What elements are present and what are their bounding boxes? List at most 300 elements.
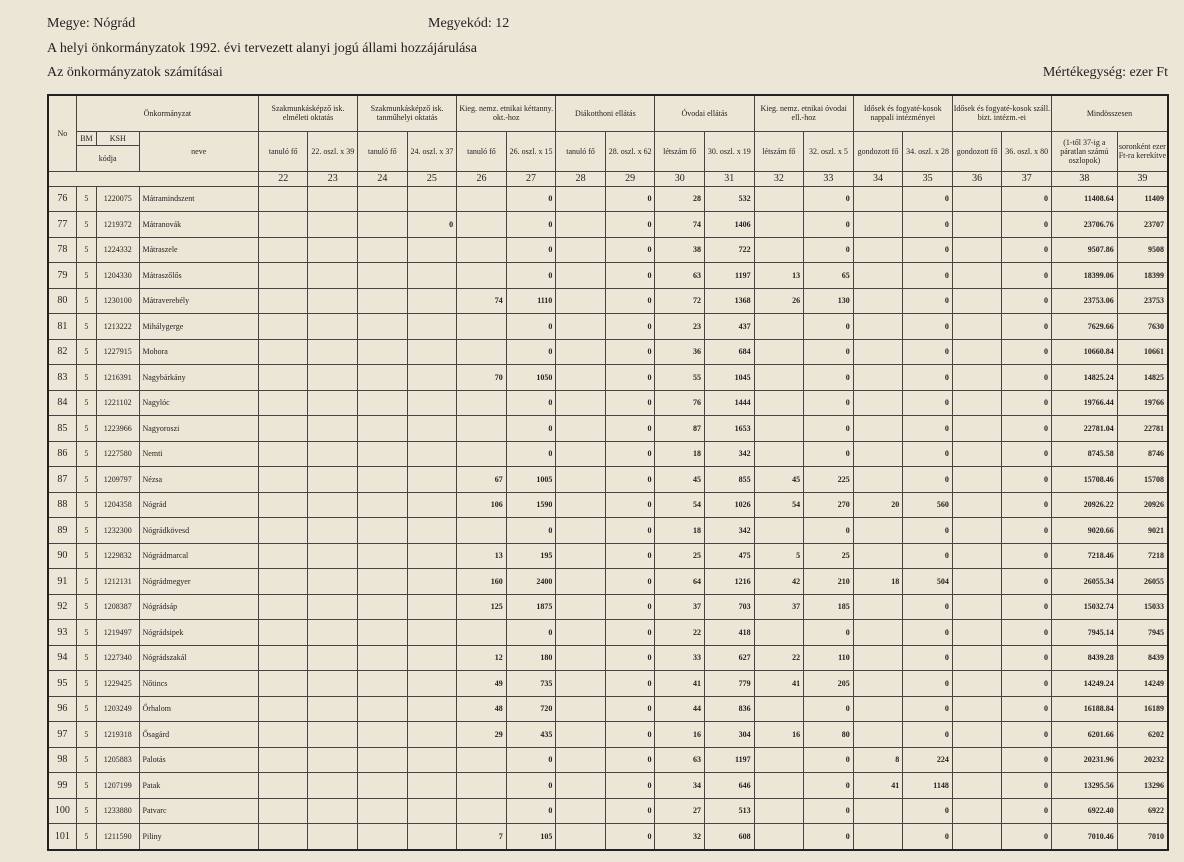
value-cell <box>952 492 1002 518</box>
municipality-name: Nógrádszakál <box>139 645 258 671</box>
value-cell: 23706.76 <box>1051 212 1117 238</box>
value-cell <box>308 441 358 467</box>
value-cell: 14825.24 <box>1051 365 1117 391</box>
value-cell <box>358 824 408 850</box>
value-cell: 0 <box>1002 416 1052 442</box>
ksh-code: 1224332 <box>97 237 139 263</box>
value-cell: 23707 <box>1117 212 1168 238</box>
group-header: Szakmunkásképző isk. tanműhelyi oktatás <box>358 95 457 131</box>
value-cell <box>308 645 358 671</box>
municipality-name: Mátraverebély <box>139 288 258 314</box>
value-cell <box>556 263 606 289</box>
contribution-table <box>47 94 1169 851</box>
value-cell <box>952 798 1002 824</box>
value-cell: 0 <box>804 773 854 799</box>
row-number: 99 <box>48 773 76 799</box>
ksh-code: 1209797 <box>97 467 139 493</box>
ksh-code: 1207199 <box>97 773 139 799</box>
ksh-code: 1219372 <box>97 212 139 238</box>
value-cell <box>407 416 457 442</box>
value-cell: 0 <box>903 620 953 646</box>
value-cell: 22781.04 <box>1051 416 1117 442</box>
value-cell: 13 <box>754 263 804 289</box>
value-cell: 1216 <box>705 569 755 595</box>
value-cell: 22781 <box>1117 416 1168 442</box>
county-label: Megye: Nógrád <box>47 16 136 31</box>
row-number: 94 <box>48 645 76 671</box>
municipality-name: Nógrád <box>139 492 258 518</box>
bm-code: 5 <box>76 747 96 773</box>
value-cell <box>952 543 1002 569</box>
bm-code: 5 <box>76 263 96 289</box>
row-number: 83 <box>48 365 76 391</box>
value-cell <box>853 288 903 314</box>
value-cell <box>853 416 903 442</box>
value-cell: 0 <box>605 518 655 544</box>
value-cell <box>258 798 308 824</box>
value-cell <box>952 390 1002 416</box>
bm-code: 5 <box>76 696 96 722</box>
value-cell <box>952 441 1002 467</box>
value-cell: 48 <box>457 696 507 722</box>
sub-header: soronként ezer Ft-ra kerekítve <box>1117 131 1168 171</box>
col-no-header: No <box>48 95 76 171</box>
municipality-name: Nógrádkövesd <box>139 518 258 544</box>
value-cell <box>952 747 1002 773</box>
value-cell <box>952 288 1002 314</box>
value-cell: 8746 <box>1117 441 1168 467</box>
value-cell: 0 <box>804 212 854 238</box>
value-cell <box>853 237 903 263</box>
value-cell: 0 <box>1002 288 1052 314</box>
sub-header: 30. oszl. x 19 <box>705 131 755 171</box>
municipality-name: Mátramindszent <box>139 186 258 212</box>
value-cell: 8 <box>853 747 903 773</box>
value-cell <box>853 314 903 340</box>
ksh-code: 1219318 <box>97 722 139 748</box>
value-cell <box>258 492 308 518</box>
value-cell: 0 <box>605 543 655 569</box>
value-cell <box>308 314 358 340</box>
value-cell <box>308 569 358 595</box>
value-cell: 0 <box>903 671 953 697</box>
ksh-code: 1227340 <box>97 645 139 671</box>
value-cell <box>457 314 507 340</box>
value-cell: 0 <box>506 263 556 289</box>
table-row <box>48 263 1168 289</box>
value-cell: 20231.96 <box>1051 747 1117 773</box>
value-cell: 15033 <box>1117 594 1168 620</box>
value-cell <box>457 212 507 238</box>
table-row <box>48 288 1168 314</box>
sub-header: létszám fő <box>655 131 705 171</box>
value-cell: 0 <box>1002 722 1052 748</box>
value-cell: 0 <box>506 518 556 544</box>
value-cell: 7629.66 <box>1051 314 1117 340</box>
value-cell: 0 <box>1002 237 1052 263</box>
value-cell <box>358 645 408 671</box>
bm-code: 5 <box>76 671 96 697</box>
value-cell: 435 <box>506 722 556 748</box>
value-cell: 627 <box>705 645 755 671</box>
row-number: 77 <box>48 212 76 238</box>
value-cell: 0 <box>903 416 953 442</box>
value-cell <box>407 594 457 620</box>
value-cell <box>952 620 1002 646</box>
value-cell: 18 <box>853 569 903 595</box>
row-number: 84 <box>48 390 76 416</box>
ksh-code: 1233880 <box>97 798 139 824</box>
value-cell <box>308 696 358 722</box>
value-cell <box>407 569 457 595</box>
value-cell <box>556 339 606 365</box>
value-cell <box>853 390 903 416</box>
value-cell: 55 <box>655 365 705 391</box>
value-cell <box>952 339 1002 365</box>
value-cell: 0 <box>1002 467 1052 493</box>
bm-code: 5 <box>76 288 96 314</box>
value-cell: 14825 <box>1117 365 1168 391</box>
value-cell: 0 <box>605 365 655 391</box>
ksh-code: 1229832 <box>97 543 139 569</box>
value-cell: 0 <box>605 798 655 824</box>
value-cell: 7010.46 <box>1051 824 1117 850</box>
ksh-code: 1216391 <box>97 365 139 391</box>
value-cell <box>754 441 804 467</box>
value-cell: 342 <box>705 441 755 467</box>
value-cell <box>952 212 1002 238</box>
value-cell: 34 <box>655 773 705 799</box>
value-cell: 0 <box>804 390 854 416</box>
municipality-name: Mátraszele <box>139 237 258 263</box>
group-header: Diákotthoni ellátás <box>556 95 655 131</box>
value-cell: 418 <box>705 620 755 646</box>
table-row <box>48 492 1168 518</box>
value-cell: 13295.56 <box>1051 773 1117 799</box>
value-cell <box>258 722 308 748</box>
table-row <box>48 365 1168 391</box>
value-cell: 0 <box>506 747 556 773</box>
value-cell <box>358 441 408 467</box>
value-cell <box>308 467 358 493</box>
value-cell: 44 <box>655 696 705 722</box>
value-cell: 20926 <box>1117 492 1168 518</box>
column-number: 35 <box>903 171 953 186</box>
value-cell: 41 <box>853 773 903 799</box>
table-row <box>48 569 1168 595</box>
ksh-code: 1204358 <box>97 492 139 518</box>
municipality-name: Mátraszőlős <box>139 263 258 289</box>
value-cell <box>457 798 507 824</box>
value-cell <box>358 518 408 544</box>
value-cell <box>407 365 457 391</box>
value-cell: 0 <box>903 798 953 824</box>
table-row <box>48 543 1168 569</box>
value-cell: 0 <box>1002 747 1052 773</box>
value-cell: 2400 <box>506 569 556 595</box>
value-cell: 63 <box>655 263 705 289</box>
value-cell <box>556 824 606 850</box>
value-cell: 26 <box>754 288 804 314</box>
value-cell <box>407 314 457 340</box>
value-cell <box>258 390 308 416</box>
value-cell: 0 <box>903 518 953 544</box>
table-row <box>48 339 1168 365</box>
municipality-name: Nagylóc <box>139 390 258 416</box>
value-cell <box>308 747 358 773</box>
value-cell: 8745.58 <box>1051 441 1117 467</box>
value-cell: 37 <box>655 594 705 620</box>
value-cell: 0 <box>407 212 457 238</box>
value-cell <box>358 696 408 722</box>
column-number: 27 <box>506 171 556 186</box>
group-header: Szakmunkásképző isk. elméleti oktatás <box>258 95 357 131</box>
row-number: 87 <box>48 467 76 493</box>
value-cell <box>853 518 903 544</box>
value-cell: 0 <box>903 594 953 620</box>
value-cell <box>952 237 1002 263</box>
value-cell: 11408.64 <box>1051 186 1117 212</box>
value-cell: 22 <box>655 620 705 646</box>
value-cell: 475 <box>705 543 755 569</box>
value-cell <box>308 798 358 824</box>
value-cell: 9507.86 <box>1051 237 1117 263</box>
value-cell <box>407 696 457 722</box>
value-cell <box>308 620 358 646</box>
value-cell <box>258 212 308 238</box>
value-cell <box>407 339 457 365</box>
value-cell: 0 <box>605 314 655 340</box>
column-number: 36 <box>952 171 1002 186</box>
value-cell: 20232 <box>1117 747 1168 773</box>
value-cell <box>407 798 457 824</box>
value-cell: 720 <box>506 696 556 722</box>
sub-header: gondozott fő <box>853 131 903 171</box>
value-cell <box>853 696 903 722</box>
value-cell: 0 <box>506 186 556 212</box>
value-cell: 0 <box>903 288 953 314</box>
value-cell <box>952 365 1002 391</box>
value-cell: 15032.74 <box>1051 594 1117 620</box>
value-cell: 722 <box>705 237 755 263</box>
row-number: 101 <box>48 824 76 850</box>
row-number: 95 <box>48 671 76 697</box>
municipality-name: Ősagárd <box>139 722 258 748</box>
col-onkormanyzat-header: Önkormányzat <box>76 95 258 131</box>
ksh-code: 1205883 <box>97 747 139 773</box>
bm-code: 5 <box>76 390 96 416</box>
value-cell: 7630 <box>1117 314 1168 340</box>
value-cell <box>308 671 358 697</box>
value-cell <box>407 824 457 850</box>
value-cell: 560 <box>903 492 953 518</box>
value-cell <box>754 416 804 442</box>
value-cell <box>258 467 308 493</box>
value-cell: 0 <box>506 620 556 646</box>
value-cell <box>308 237 358 263</box>
value-cell <box>258 518 308 544</box>
column-number: 39 <box>1117 171 1168 186</box>
row-number: 91 <box>48 569 76 595</box>
value-cell: 0 <box>1002 441 1052 467</box>
value-cell: 20926.22 <box>1051 492 1117 518</box>
value-cell: 0 <box>1002 339 1052 365</box>
value-cell: 1050 <box>506 365 556 391</box>
value-cell: 0 <box>903 390 953 416</box>
value-cell: 0 <box>1002 798 1052 824</box>
value-cell: 0 <box>1002 365 1052 391</box>
table-row <box>48 467 1168 493</box>
value-cell <box>457 263 507 289</box>
document-subtitle: Az önkormányzatok számításai <box>47 65 223 80</box>
row-number: 76 <box>48 186 76 212</box>
value-cell <box>853 365 903 391</box>
value-cell: 0 <box>1002 824 1052 850</box>
value-cell <box>358 747 408 773</box>
table-row <box>48 416 1168 442</box>
value-cell <box>258 314 308 340</box>
value-cell: 0 <box>506 441 556 467</box>
value-cell <box>457 186 507 212</box>
value-cell: 779 <box>705 671 755 697</box>
value-cell: 342 <box>705 518 755 544</box>
ksh-code: 1223966 <box>97 416 139 442</box>
value-cell <box>952 416 1002 442</box>
value-cell <box>853 467 903 493</box>
value-cell: 9508 <box>1117 237 1168 263</box>
value-cell: 224 <box>903 747 953 773</box>
value-cell <box>407 492 457 518</box>
value-cell: 0 <box>903 696 953 722</box>
value-cell <box>358 390 408 416</box>
value-cell: 36 <box>655 339 705 365</box>
value-cell: 0 <box>605 722 655 748</box>
value-cell <box>556 492 606 518</box>
value-cell: 0 <box>1002 645 1052 671</box>
sub-header: gondozott fő <box>952 131 1002 171</box>
sub-header: 36. oszl. x 80 <box>1002 131 1052 171</box>
sub-header: 26. oszl. x 15 <box>506 131 556 171</box>
value-cell <box>556 518 606 544</box>
value-cell <box>952 569 1002 595</box>
value-cell <box>308 492 358 518</box>
value-cell <box>853 441 903 467</box>
municipality-name: Mihálygerge <box>139 314 258 340</box>
group-header: Mindösszesen <box>1051 95 1168 131</box>
value-cell: 0 <box>1002 314 1052 340</box>
municipality-name: Nőtincs <box>139 671 258 697</box>
value-cell <box>457 773 507 799</box>
column-number: 37 <box>1002 171 1052 186</box>
ksh-code: 1204330 <box>97 263 139 289</box>
municipality-name: Őrhalom <box>139 696 258 722</box>
sub-header: tanuló fő <box>258 131 308 171</box>
column-number: 22 <box>258 171 308 186</box>
value-cell <box>358 773 408 799</box>
value-cell: 64 <box>655 569 705 595</box>
value-cell <box>258 671 308 697</box>
row-number: 82 <box>48 339 76 365</box>
value-cell: 0 <box>506 773 556 799</box>
value-cell: 0 <box>1002 518 1052 544</box>
value-cell: 0 <box>605 441 655 467</box>
ksh-code: 1227580 <box>97 441 139 467</box>
value-cell <box>407 288 457 314</box>
municipality-name: Patak <box>139 773 258 799</box>
value-cell: 125 <box>457 594 507 620</box>
value-cell <box>556 620 606 646</box>
value-cell <box>556 365 606 391</box>
value-cell: 0 <box>903 339 953 365</box>
value-cell <box>407 747 457 773</box>
value-cell: 225 <box>804 467 854 493</box>
value-cell <box>556 671 606 697</box>
column-number: 33 <box>804 171 854 186</box>
value-cell <box>358 671 408 697</box>
value-cell: 0 <box>1002 263 1052 289</box>
value-cell: 0 <box>903 314 953 340</box>
value-cell: 160 <box>457 569 507 595</box>
value-cell: 105 <box>506 824 556 850</box>
value-cell: 9020.66 <box>1051 518 1117 544</box>
value-cell: 76 <box>655 390 705 416</box>
value-cell <box>556 186 606 212</box>
value-cell: 8439 <box>1117 645 1168 671</box>
ksh-code: 1213222 <box>97 314 139 340</box>
value-cell <box>754 390 804 416</box>
value-cell <box>308 186 358 212</box>
value-cell: 22 <box>754 645 804 671</box>
document-title: A helyi önkormányzatok 1992. évi tervezett alanyi jogú állami hozzájárulása <box>47 41 477 56</box>
value-cell <box>457 620 507 646</box>
value-cell <box>853 263 903 289</box>
table-row <box>48 518 1168 544</box>
value-cell: 6202 <box>1117 722 1168 748</box>
value-cell <box>754 696 804 722</box>
value-cell <box>358 288 408 314</box>
municipality-name: Nógrádsáp <box>139 594 258 620</box>
municipality-name: Nógrádsipek <box>139 620 258 646</box>
table-row <box>48 212 1168 238</box>
value-cell <box>556 696 606 722</box>
value-cell: 19766 <box>1117 390 1168 416</box>
value-cell <box>358 339 408 365</box>
row-number: 93 <box>48 620 76 646</box>
municipality-name: Nógrádmegyer <box>139 569 258 595</box>
value-cell <box>308 339 358 365</box>
value-cell: 67 <box>457 467 507 493</box>
value-cell <box>556 314 606 340</box>
value-cell: 0 <box>605 339 655 365</box>
value-cell: 6922.40 <box>1051 798 1117 824</box>
county-code-label: Megyekód: 12 <box>428 16 510 31</box>
value-cell <box>308 365 358 391</box>
value-cell: 0 <box>804 824 854 850</box>
value-cell: 13296 <box>1117 773 1168 799</box>
column-number: 26 <box>457 171 507 186</box>
value-cell: 26055.34 <box>1051 569 1117 595</box>
ksh-code: 1220075 <box>97 186 139 212</box>
value-cell: 7218 <box>1117 543 1168 569</box>
value-cell: 0 <box>804 416 854 442</box>
value-cell: 0 <box>804 314 854 340</box>
value-cell: 1110 <box>506 288 556 314</box>
row-number: 78 <box>48 237 76 263</box>
value-cell: 45 <box>754 467 804 493</box>
bm-code: 5 <box>76 798 96 824</box>
value-cell <box>358 722 408 748</box>
value-cell <box>853 594 903 620</box>
